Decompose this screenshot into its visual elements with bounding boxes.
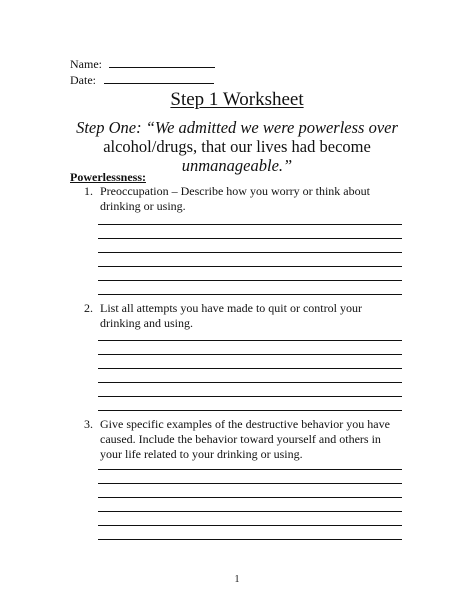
question-3-number: 3. xyxy=(84,417,93,431)
question-3-line-3: your life related to your drinking or using. xyxy=(100,447,303,461)
question-2-line-2: drinking and using. xyxy=(100,316,193,330)
answer-line[interactable] xyxy=(98,340,402,341)
answer-line[interactable] xyxy=(98,368,402,369)
question-1-number: 1. xyxy=(84,184,93,198)
step-quote-line-1: Step One: “We admitted we were powerless over xyxy=(76,118,398,137)
date-blank-line[interactable] xyxy=(104,72,214,84)
name-label: Name: xyxy=(70,57,102,71)
date-label: Date: xyxy=(70,73,96,87)
answer-line[interactable] xyxy=(98,382,402,383)
answer-line[interactable] xyxy=(98,266,402,267)
name-blank-line[interactable] xyxy=(109,56,215,68)
step-quote-line-2: alcohol/drugs, that our lives had become xyxy=(103,137,371,156)
step-quote-line-3: unmanageable.” xyxy=(181,156,293,175)
answer-line[interactable] xyxy=(98,354,402,355)
answer-line[interactable] xyxy=(98,469,402,470)
question-1-line-2: drinking or using. xyxy=(100,199,186,213)
worksheet-title: Step 1 Worksheet xyxy=(170,89,304,110)
answer-line[interactable] xyxy=(98,294,402,295)
answer-line[interactable] xyxy=(98,483,402,484)
answer-line[interactable] xyxy=(98,511,402,512)
question-2-number: 2. xyxy=(84,301,93,315)
section-heading-powerlessness: Powerlessness: xyxy=(70,170,146,184)
answer-line[interactable] xyxy=(98,525,402,526)
answer-line[interactable] xyxy=(98,238,402,239)
answer-line[interactable] xyxy=(98,396,402,397)
question-3-line-2: caused. Include the behavior toward yourself and others in xyxy=(100,432,381,446)
answer-line[interactable] xyxy=(98,252,402,253)
question-2-line-1: List all attempts you have made to quit or control your xyxy=(100,301,362,315)
page-number: 1 xyxy=(234,574,240,585)
answer-line[interactable] xyxy=(98,539,402,540)
date-field xyxy=(70,72,214,87)
question-3-line-1: Give specific examples of the destructive behavior you have xyxy=(100,417,390,431)
question-1-line-1: Preoccupation – Describe how you worry or think about xyxy=(100,184,370,198)
answer-line[interactable] xyxy=(98,497,402,498)
answer-line[interactable] xyxy=(98,224,402,225)
answer-line[interactable] xyxy=(98,410,402,411)
answer-line[interactable] xyxy=(98,280,402,281)
name-field xyxy=(70,56,215,71)
